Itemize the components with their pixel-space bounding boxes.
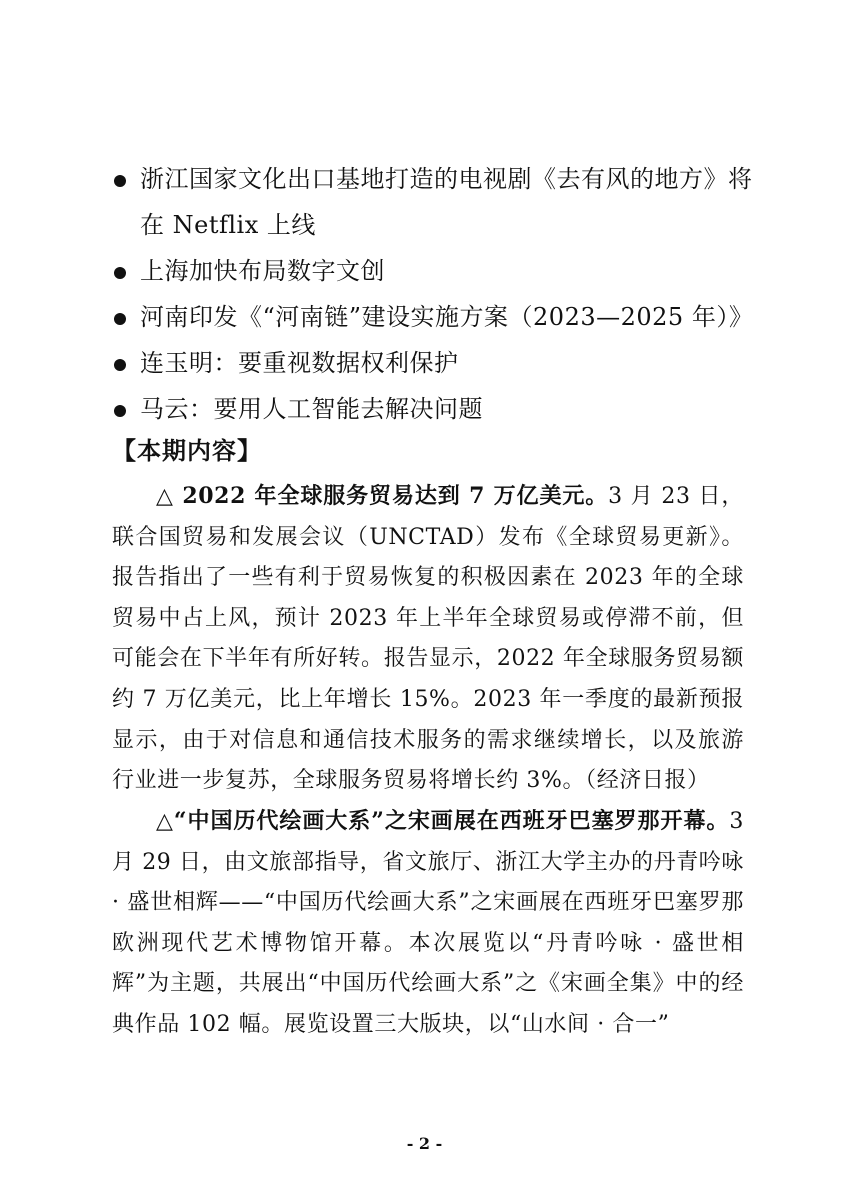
bullet-item [112, 386, 762, 432]
bullet-text: 马云：要用人工智能去解决问题 [140, 395, 483, 423]
bullet-text: 浙江国家文化出口基地打造的电视剧《去有风的地方》将在 Netflix 上线 [140, 165, 753, 239]
bullet-item [112, 294, 762, 340]
article-headline: △“中国历代绘画大系”之宋画展在西班牙巴塞罗那开幕。 [156, 808, 730, 834]
news-article [112, 476, 744, 802]
news-article [112, 801, 744, 1046]
article-body: 3 月 29 日，由文旅部指导，省文旅厅、浙江大学主办的丹青吟咏 · 盛世相辉——“中国历代绘画大系”之宋画展在西班牙巴塞罗那欧洲现代艺术博物馆开幕。本次展览以“丹青吟咏 · 盛世相辉”为主题，共展出“中国历代绘画大系”之《宋画全集》中的经典作品 102 幅。展览设置三大版块，以“山水间 · 合一” [112, 809, 744, 1037]
bullet-text: 连玉明：要重视数据权利保护 [140, 349, 459, 377]
bullet-dot-icon [114, 267, 126, 279]
article-headline: △ 2022 年全球服务贸易达到 7 万亿美元。 [156, 483, 609, 509]
bullet-dot-icon [114, 359, 126, 371]
bullet-text: 上海加快布局数字文创 [140, 257, 385, 285]
bullet-dot-icon [114, 175, 126, 187]
article-body: 3 月 23 日，联合国贸易和发展会议（UNCTAD）发布《全球贸易更新》。报告指出了一些有利于贸易恢复的积极因素在 2023 年的全球贸易中占上风，预计 2023 年上半年全球贸易或停滞不前，但可能会在下半年有所好转。报告显示，2022 年全球服务贸易额约 7 万亿美元，比上年增长 15%。2023 年一季度的最新预报显示，由于对信息和通信技术服务的需求继续增长，以及旅游行业进一步复苏，全球服务贸易将增长约 3%。（经济日报） [112, 484, 744, 794]
bullet-dot-icon [114, 405, 126, 417]
bullet-text: 河南印发《“河南链”建设实施方案（2023—2025 年）》 [140, 303, 754, 331]
headline-bullet-list [112, 156, 762, 432]
bullet-dot-icon [114, 313, 126, 325]
bullet-item [112, 156, 762, 248]
bullet-item [112, 340, 762, 386]
section-heading: 【本期内容】 [112, 436, 262, 465]
bullet-item [112, 248, 762, 294]
page-number: - 2 - [406, 1134, 443, 1153]
